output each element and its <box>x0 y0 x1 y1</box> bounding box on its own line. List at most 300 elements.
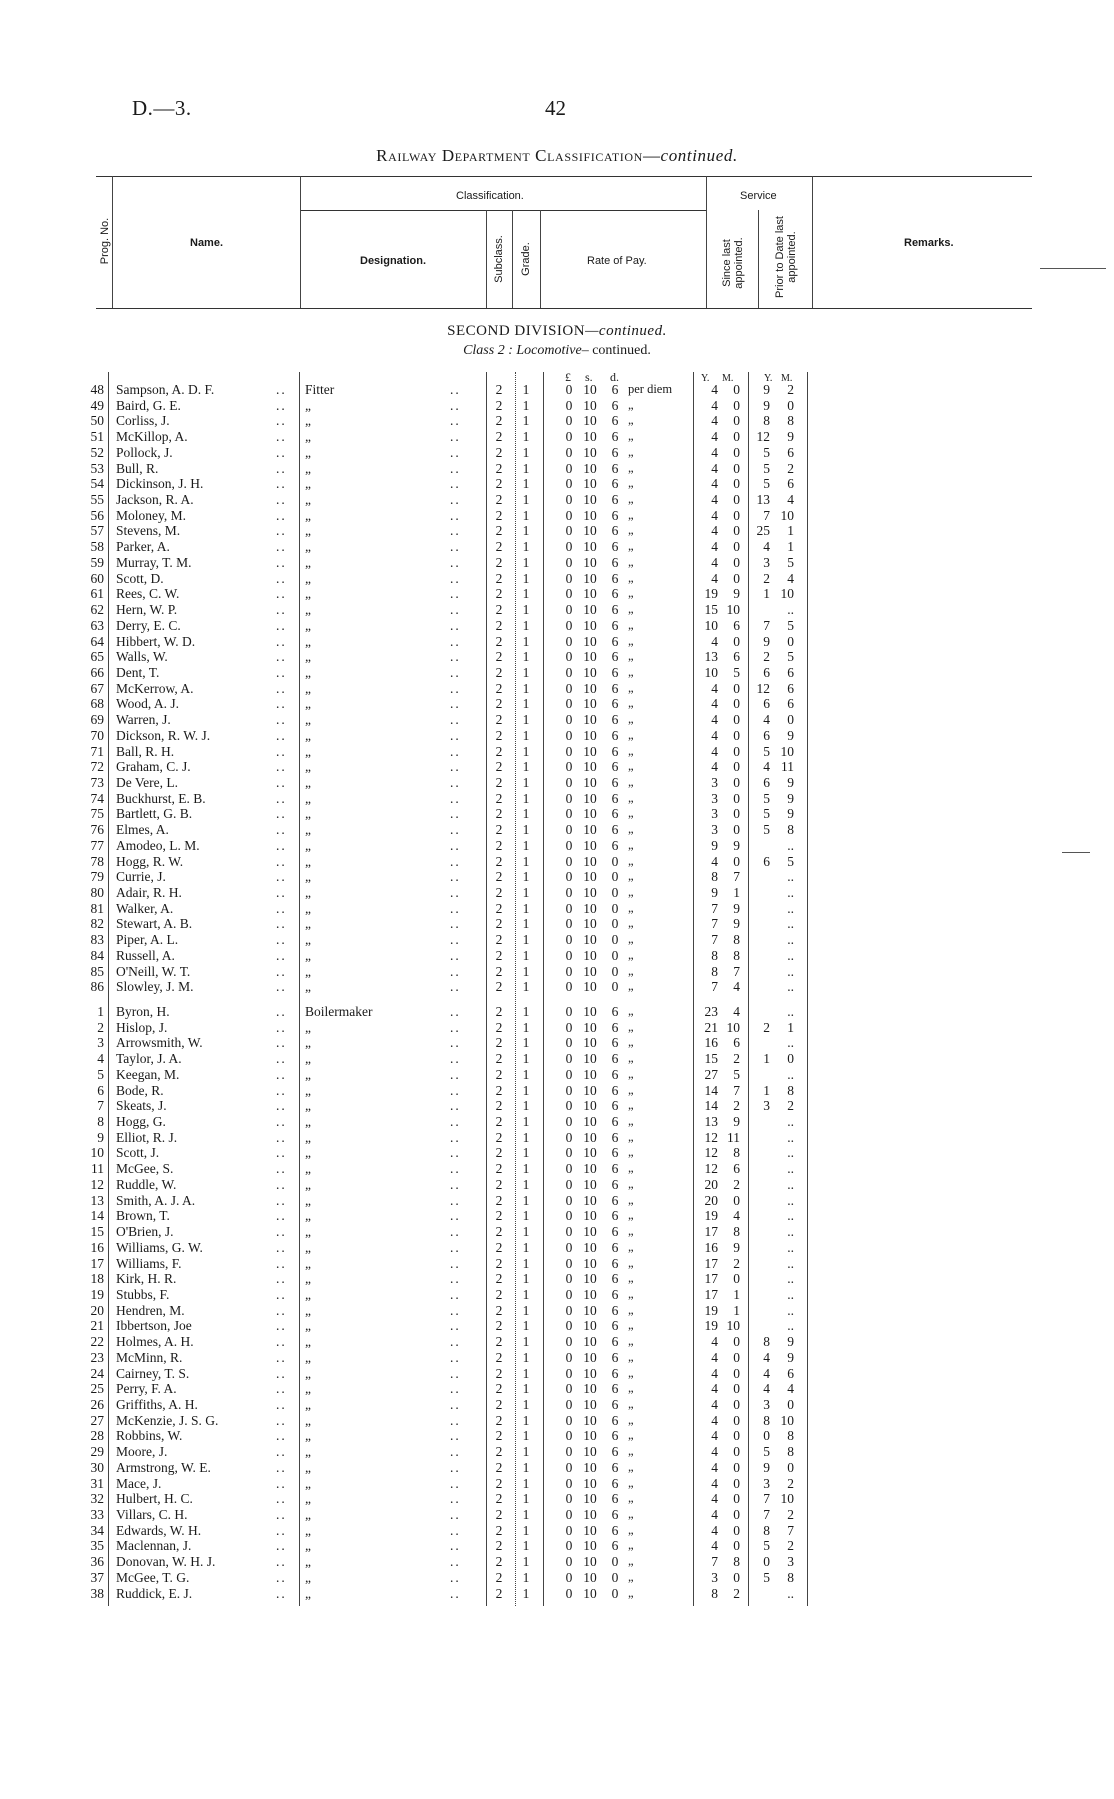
grade: 1 <box>522 963 530 979</box>
service-prior-months: 6 <box>787 680 794 696</box>
designation: „ <box>305 523 311 539</box>
leader-dots-designation: .. <box>450 947 461 963</box>
service-prior-years: 9 <box>763 382 770 397</box>
rate-pence: 6 <box>611 837 619 853</box>
grade: 1 <box>522 1491 530 1507</box>
grade: 1 <box>522 570 530 586</box>
leader-dots-designation: .. <box>450 1334 461 1350</box>
rate-pence: 0 <box>611 1569 619 1585</box>
rate-basis: „ <box>628 1475 634 1490</box>
unit-since-years: Y. <box>701 373 710 384</box>
employee-name: Rees, C. W. <box>116 586 180 602</box>
service-prior-months: 2 <box>787 1098 794 1114</box>
designation: „ <box>305 1192 311 1208</box>
rate-shillings: 10 <box>583 539 597 555</box>
leader-dots-designation: .. <box>450 759 461 775</box>
grade: 1 <box>522 1286 530 1302</box>
service-since-years: 4 <box>711 1428 718 1444</box>
prog-number: 69 <box>90 712 104 728</box>
leader-dots-designation: .. <box>450 1004 461 1019</box>
rate-pence: 0 <box>611 932 619 948</box>
service-prior-months: .. <box>787 1004 794 1019</box>
employee-name: Holmes, A. H. <box>116 1334 194 1350</box>
leader-dots-name: .. <box>276 1129 287 1145</box>
service-prior-months: 2 <box>787 382 794 397</box>
rate-pence: 6 <box>611 1051 619 1067</box>
grade: 1 <box>522 1192 530 1208</box>
designation: „ <box>305 1507 311 1523</box>
leader-dots-name: .. <box>276 1239 287 1255</box>
service-since-years: 19 <box>704 1302 718 1318</box>
designation: „ <box>305 413 311 429</box>
rate-pence: 0 <box>611 1585 619 1601</box>
rate-basis: „ <box>628 837 634 852</box>
service-since-months: 1 <box>733 1286 740 1302</box>
leader-dots-designation: .. <box>450 790 461 806</box>
employee-name: Taylor, J. A. <box>116 1051 182 1067</box>
employee-name: Scott, D. <box>116 570 164 586</box>
grade: 1 <box>522 680 530 696</box>
table-row <box>0 869 1114 885</box>
leader-dots-name: .. <box>276 617 287 633</box>
service-since-months: 6 <box>733 1035 740 1051</box>
rate-basis: „ <box>628 1459 634 1474</box>
service-prior-months: 10 <box>780 1491 794 1507</box>
rate-shillings: 10 <box>583 1302 597 1318</box>
service-prior-months: .. <box>787 1318 794 1334</box>
service-since-months: 0 <box>733 853 740 869</box>
rate-pence: 6 <box>611 649 619 665</box>
rate-basis: „ <box>628 429 634 444</box>
rate-shillings: 10 <box>583 554 597 570</box>
employee-name: Villars, C. H. <box>116 1507 188 1523</box>
employee-name: Hern, W. P. <box>116 602 178 618</box>
rate-basis: „ <box>628 853 634 868</box>
service-since-years: 4 <box>711 1538 718 1554</box>
leader-dots-name: .. <box>276 649 287 665</box>
rate-basis: „ <box>628 617 634 632</box>
designation: „ <box>305 1161 311 1177</box>
service-since-years: 13 <box>704 1114 718 1130</box>
employee-name: Bode, R. <box>116 1082 164 1098</box>
grade: 1 <box>522 1098 530 1114</box>
subclass: 2 <box>495 743 503 759</box>
table-row <box>0 1350 1114 1366</box>
grade: 1 <box>522 1365 530 1381</box>
service-since-years: 7 <box>711 900 718 916</box>
margin-mark <box>1062 852 1090 853</box>
prog-number: 86 <box>90 979 104 995</box>
leader-dots-designation: .. <box>450 775 461 790</box>
rate-pounds: 0 <box>565 1585 573 1601</box>
service-since-years: 3 <box>711 790 718 806</box>
designation: „ <box>305 1255 311 1271</box>
employee-name: Graham, C. J. <box>116 759 191 775</box>
grade: 1 <box>522 775 530 790</box>
service-prior-months: .. <box>787 1192 794 1208</box>
service-prior-years: 6 <box>763 664 770 680</box>
designation: „ <box>305 602 311 618</box>
rate-pounds: 0 <box>565 1428 573 1444</box>
table-row <box>0 696 1114 712</box>
service-since-months: 0 <box>733 539 740 555</box>
employee-name: Murray, T. M. <box>116 554 192 570</box>
service-prior-months: 9 <box>787 790 794 806</box>
leader-dots-designation: .. <box>450 444 461 460</box>
rate-shillings: 10 <box>583 1208 597 1224</box>
employee-name: Keegan, M. <box>116 1066 180 1082</box>
service-since-months: 6 <box>733 649 740 665</box>
designation: „ <box>305 885 311 901</box>
rate-pounds: 0 <box>565 617 573 633</box>
header-rate-of-pay: Rate of Pay. <box>587 255 647 267</box>
subclass: 2 <box>495 806 503 822</box>
rate-shillings: 10 <box>583 492 597 508</box>
rate-shillings: 10 <box>583 1271 597 1287</box>
subclass: 2 <box>495 633 503 649</box>
service-since-months: 0 <box>733 1192 740 1208</box>
table-row <box>0 1476 1114 1492</box>
service-since-months: 0 <box>733 712 740 728</box>
leader-dots-designation: .. <box>450 460 461 476</box>
leader-dots-name: .. <box>276 1522 287 1538</box>
leader-dots-name: .. <box>276 916 287 932</box>
subclass: 2 <box>495 1302 503 1318</box>
rate-basis: „ <box>628 586 634 601</box>
service-prior-months: .. <box>787 1255 794 1271</box>
service-since-years: 7 <box>711 1554 718 1570</box>
rate-basis: „ <box>628 1145 634 1160</box>
leader-dots-name: .. <box>276 1302 287 1318</box>
employee-name: Williams, G. W. <box>116 1239 203 1255</box>
prog-number: 12 <box>90 1176 104 1192</box>
rate-shillings: 10 <box>583 1459 597 1475</box>
prog-number: 66 <box>90 664 104 680</box>
designation: „ <box>305 649 311 665</box>
page-title <box>0 146 1114 166</box>
rate-basis: „ <box>628 1538 634 1553</box>
rate-pounds: 0 <box>565 1522 573 1538</box>
rate-pence: 6 <box>611 1365 619 1381</box>
leader-dots-name: .. <box>276 1365 287 1381</box>
subclass: 2 <box>495 1192 503 1208</box>
table-row <box>0 1083 1114 1099</box>
service-since-years: 15 <box>704 602 718 618</box>
grade: 1 <box>522 1129 530 1145</box>
leader-dots-name: .. <box>276 397 287 413</box>
designation: „ <box>305 554 311 570</box>
grade: 1 <box>522 1585 530 1601</box>
grade: 1 <box>522 382 530 397</box>
designation: „ <box>305 1302 311 1318</box>
rate-basis: „ <box>628 885 634 900</box>
rate-pounds: 0 <box>565 1554 573 1570</box>
rate-shillings: 10 <box>583 649 597 665</box>
designation: „ <box>305 429 311 445</box>
subclass: 2 <box>495 1381 503 1397</box>
service-since-years: 4 <box>711 476 718 492</box>
service-prior-years: 9 <box>763 633 770 649</box>
service-since-months: 0 <box>733 1569 740 1585</box>
rate-pence: 6 <box>611 1428 619 1444</box>
grade: 1 <box>522 712 530 728</box>
subclass: 2 <box>495 523 503 539</box>
rate-pounds: 0 <box>565 979 573 995</box>
rate-basis: „ <box>628 822 634 837</box>
grade: 1 <box>522 1224 530 1240</box>
unit-shillings: s. <box>585 370 593 384</box>
service-since-years: 19 <box>704 586 718 602</box>
service-prior-months: 0 <box>787 712 794 728</box>
rate-pence: 6 <box>611 1522 619 1538</box>
service-since-months: 8 <box>733 1145 740 1161</box>
subclass: 2 <box>495 1412 503 1428</box>
rate-pence: 6 <box>611 492 619 508</box>
service-prior-months: 1 <box>787 1019 794 1035</box>
leader-dots-designation: .. <box>450 554 461 570</box>
rate-pounds: 0 <box>565 460 573 476</box>
rate-pence: 6 <box>611 476 619 492</box>
rate-pence: 6 <box>611 1318 619 1334</box>
rate-basis: „ <box>628 947 634 962</box>
rate-shillings: 10 <box>583 932 597 948</box>
service-since-months: 0 <box>733 1459 740 1475</box>
rate-pounds: 0 <box>565 649 573 665</box>
service-prior-years: 8 <box>763 413 770 429</box>
rate-pounds: 0 <box>565 775 573 790</box>
table-row <box>0 681 1114 697</box>
leader-dots-designation: .. <box>450 900 461 916</box>
leader-dots-designation: .. <box>450 570 461 586</box>
rate-basis: „ <box>628 1224 634 1239</box>
prog-number: 17 <box>90 1255 104 1271</box>
service-prior-months: 10 <box>780 586 794 602</box>
class-label: Class 2 : Locomotive <box>463 343 582 358</box>
rate-pounds: 0 <box>565 1412 573 1428</box>
service-prior-months: .. <box>787 1585 794 1601</box>
subclass: 2 <box>495 1114 503 1130</box>
division-label: SECOND DIVISION <box>447 323 586 339</box>
grade: 1 <box>522 1066 530 1082</box>
designation: „ <box>305 822 311 838</box>
grade: 1 <box>522 1334 530 1350</box>
leader-dots-designation: .. <box>450 429 461 445</box>
rate-pounds: 0 <box>565 444 573 460</box>
employee-name: McGee, T. G. <box>116 1569 190 1585</box>
subclass: 2 <box>495 1569 503 1585</box>
header-divider-designation <box>486 210 487 308</box>
employee-name: Hislop, J. <box>116 1019 168 1035</box>
grade: 1 <box>522 444 530 460</box>
prog-number: 81 <box>90 900 104 916</box>
rate-basis: „ <box>628 1381 634 1396</box>
grade: 1 <box>522 916 530 932</box>
rate-basis: „ <box>628 570 634 585</box>
service-since-years: 4 <box>711 1365 718 1381</box>
subclass: 2 <box>495 916 503 932</box>
leader-dots-designation: .. <box>450 413 461 429</box>
service-since-months: 8 <box>733 1224 740 1240</box>
rate-basis: „ <box>628 602 634 617</box>
rate-shillings: 10 <box>583 806 597 822</box>
prog-number: 29 <box>90 1444 104 1460</box>
leader-dots-designation: .. <box>450 885 461 901</box>
rate-shillings: 10 <box>583 1161 597 1177</box>
employee-name: Corliss, J. <box>116 413 170 429</box>
designation: „ <box>305 979 311 995</box>
employee-name: Slowley, J. M. <box>116 979 194 995</box>
rate-shillings: 10 <box>583 1051 597 1067</box>
employee-name: Ruddick, E. J. <box>116 1585 193 1601</box>
prog-number: 4 <box>97 1051 104 1067</box>
service-since-years: 4 <box>711 1381 718 1397</box>
prog-number: 13 <box>90 1192 104 1208</box>
subclass: 2 <box>495 1051 503 1067</box>
designation: „ <box>305 1569 311 1585</box>
leader-dots-designation: .. <box>450 602 461 618</box>
leader-dots-designation: .. <box>450 1491 461 1507</box>
subclass: 2 <box>495 649 503 665</box>
employee-name: Sampson, A. D. F. <box>116 382 215 397</box>
rate-pounds: 0 <box>565 1491 573 1507</box>
rate-pence: 6 <box>611 1004 619 1019</box>
rate-pence: 6 <box>611 759 619 775</box>
rate-pence: 6 <box>611 633 619 649</box>
subclass: 2 <box>495 869 503 885</box>
rate-pounds: 0 <box>565 743 573 759</box>
service-since-years: 4 <box>711 507 718 523</box>
rate-shillings: 10 <box>583 775 597 790</box>
prog-number: 80 <box>90 885 104 901</box>
leader-dots-name: .. <box>276 554 287 570</box>
service-prior-months: 7 <box>787 1522 794 1538</box>
rate-pounds: 0 <box>565 492 573 508</box>
table-row <box>0 461 1114 477</box>
rate-pence: 6 <box>611 743 619 759</box>
service-prior-months: .. <box>787 932 794 948</box>
service-prior-years: 3 <box>763 1397 770 1412</box>
subclass: 2 <box>495 554 503 570</box>
prog-number: 72 <box>90 759 104 775</box>
header-service: Service <box>740 190 777 202</box>
service-prior-months: 5 <box>787 853 794 869</box>
grade: 1 <box>522 837 530 853</box>
table-row <box>0 1413 1114 1429</box>
leader-dots-designation: .. <box>450 1161 461 1177</box>
leader-dots-name: .. <box>276 586 287 602</box>
employee-name: Arrowsmith, W. <box>116 1035 203 1051</box>
rate-pounds: 0 <box>565 680 573 696</box>
rate-pounds: 0 <box>565 1145 573 1161</box>
service-since-years: 8 <box>711 963 718 979</box>
designation: „ <box>305 853 311 869</box>
rate-shillings: 10 <box>583 1224 597 1240</box>
employee-name: Cairney, T. S. <box>116 1365 190 1381</box>
rate-basis: „ <box>628 1035 634 1050</box>
rate-shillings: 10 <box>583 1349 597 1365</box>
rate-shillings: 10 <box>583 1019 597 1035</box>
rate-basis: „ <box>628 1585 634 1600</box>
subclass: 2 <box>495 444 503 460</box>
rate-pounds: 0 <box>565 837 573 853</box>
leader-dots-name: .. <box>276 1444 287 1460</box>
prog-number: 51 <box>90 429 104 445</box>
rate-pounds: 0 <box>565 382 573 397</box>
table-row <box>0 413 1114 429</box>
service-prior-months: 1 <box>787 539 794 555</box>
employee-name: Jackson, R. A. <box>116 492 194 508</box>
table-row <box>0 1334 1114 1350</box>
rate-pence: 6 <box>611 1192 619 1208</box>
leader-dots-name: .. <box>276 853 287 869</box>
service-prior-years: 5 <box>763 790 770 806</box>
employee-name: Buckhurst, E. B. <box>116 790 206 806</box>
subclass: 2 <box>495 1098 503 1114</box>
service-since-months: 0 <box>733 397 740 413</box>
leader-dots-name: .. <box>276 1397 287 1412</box>
employee-name: Currie, J. <box>116 869 166 885</box>
table-row <box>0 1208 1114 1224</box>
subclass: 2 <box>495 429 503 445</box>
leader-dots-name: .. <box>276 1459 287 1475</box>
designation: „ <box>305 664 311 680</box>
service-prior-years: 4 <box>763 539 770 555</box>
service-since-years: 4 <box>711 397 718 413</box>
prog-number: 25 <box>90 1381 104 1397</box>
rate-basis: „ <box>628 1208 634 1223</box>
employee-name: Smith, A. J. A. <box>116 1192 196 1208</box>
leader-dots-name: .. <box>276 1538 287 1554</box>
service-since-years: 3 <box>711 775 718 790</box>
rate-pence: 6 <box>611 712 619 728</box>
employee-name: Bull, R. <box>116 460 159 476</box>
leader-dots-name: .. <box>276 1255 287 1271</box>
service-prior-years: 9 <box>763 1459 770 1475</box>
service-prior-months: .. <box>787 1035 794 1051</box>
leader-dots-designation: .. <box>450 1381 461 1397</box>
employee-name: Russell, A. <box>116 947 175 963</box>
table-row <box>0 586 1114 602</box>
service-prior-months: .. <box>787 1224 794 1240</box>
leader-dots-name: .. <box>276 602 287 618</box>
table-row <box>0 775 1114 791</box>
service-since-months: 0 <box>733 775 740 790</box>
designation: „ <box>305 1271 311 1287</box>
page-number: 42 <box>545 96 566 120</box>
service-prior-years: 6 <box>763 727 770 743</box>
subclass: 2 <box>495 900 503 916</box>
leader-dots-designation: .. <box>450 1129 461 1145</box>
header-subclass: Subclass. <box>493 235 505 283</box>
rate-basis: „ <box>628 664 634 679</box>
rate-pounds: 0 <box>565 554 573 570</box>
rate-pounds: 0 <box>565 1051 573 1067</box>
designation: „ <box>305 1286 311 1302</box>
grade: 1 <box>522 476 530 492</box>
rate-pence: 6 <box>611 1145 619 1161</box>
service-since-months: 0 <box>733 680 740 696</box>
rate-shillings: 10 <box>583 1538 597 1554</box>
leader-dots-name: .. <box>276 1161 287 1177</box>
rate-basis: „ <box>628 979 634 994</box>
service-since-years: 4 <box>711 570 718 586</box>
service-since-years: 4 <box>711 523 718 539</box>
table-row <box>0 492 1114 508</box>
header-top-rule <box>96 176 1032 177</box>
leader-dots-name: .. <box>276 460 287 476</box>
grade: 1 <box>522 1302 530 1318</box>
leader-dots-designation: .. <box>450 1538 461 1554</box>
